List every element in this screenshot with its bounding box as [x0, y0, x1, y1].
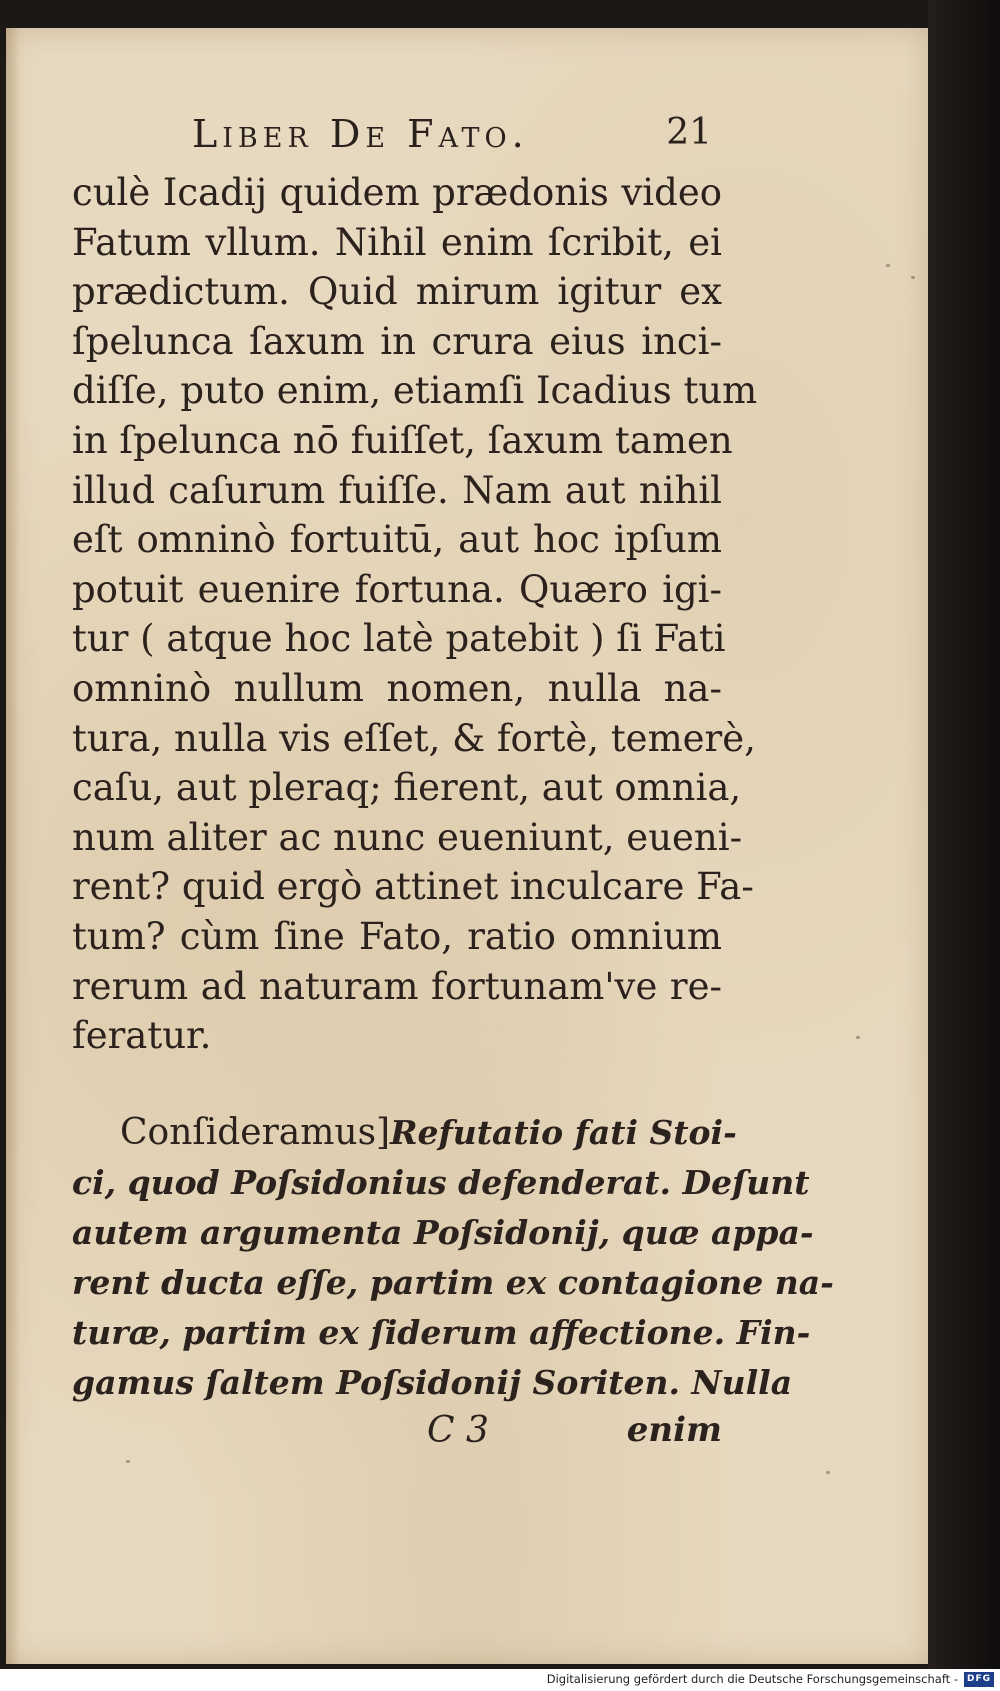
page-edge-shadow	[6, 28, 20, 1664]
text-line: diſſe, puto enim, etiamſi Icadius tum	[72, 369, 758, 413]
text-line: num aliter ac nunc eueniunt, eueni-	[72, 815, 743, 859]
text-line: Fatum vllum. Nihil enim ſcribit, ei	[72, 220, 722, 264]
text-line: tura, nulla vis eſſet, & fortè, temerè,	[72, 716, 756, 760]
commentary-line: turæ, partim ex ſiderum affectione. Fin-	[72, 1313, 811, 1352]
text-line: eſt omninò fortuitū, aut hoc ipſum	[72, 518, 722, 562]
running-title: Liber De Fato.	[192, 112, 529, 156]
text-line: illud caſurum fuiſſe. Nam aut nihil	[72, 468, 722, 512]
page-footer	[72, 1410, 722, 1460]
commentary-first-line	[72, 1108, 737, 1158]
commentary-italic-text: Refutatio fati Stoi-	[390, 1113, 737, 1152]
text-line: tur ( atque hoc latè patebit ) ſi Fati	[72, 617, 726, 661]
scan-background-right	[928, 0, 1000, 1669]
dfg-logo-icon: DFG	[964, 1672, 994, 1687]
text-line: rent? quid ergò attinet inculcare Fa-	[72, 865, 754, 909]
commentary-line: gamus ſaltem Poſsidonij Soriten. Nulla	[72, 1363, 793, 1402]
signature-mark: C 3	[427, 1410, 489, 1451]
text-line: ſpelunca ſaxum in crura eius inci-	[72, 319, 722, 363]
text-line: culè Icadij quidem prædonis video	[72, 171, 722, 214]
paper-speck	[886, 264, 890, 267]
text-line: feratur.	[72, 1014, 212, 1058]
paper-speck	[126, 1460, 130, 1463]
commentary-block	[72, 1108, 834, 1408]
funding-strip	[0, 1669, 1000, 1691]
paper-speck	[826, 1471, 830, 1474]
commentary-line: rent ducta eſſe, partim ex contagione na-	[72, 1263, 834, 1302]
page-number: 21	[666, 112, 712, 153]
text-line: in ſpelunca nō fuiſſet, ſaxum tamen	[72, 418, 733, 462]
commentary-line: autem argumenta Poſsidonij, quæ appa-	[72, 1213, 814, 1252]
text-line: rerum ad naturam fortunam've re-	[72, 964, 722, 1008]
funding-note: Digitalisierung gefördert durch die Deutsche Forschungsgemeinschaft -	[546, 1672, 958, 1686]
main-text-block	[72, 168, 758, 1061]
text-line: omninò nullum nomen, nulla na-	[72, 666, 722, 710]
commentary-line: ci, quod Poſsidonius defenderat. Deſunt	[72, 1163, 810, 1202]
text-line: potuit euenire fortuna. Quæro igi-	[72, 567, 722, 611]
text-line: tum? cùm ſine Fato, ratio omnium	[72, 914, 722, 958]
paper-speck	[856, 1036, 860, 1039]
paper-speck	[911, 276, 915, 279]
text-line: prædictum. Quid mirum igitur ex	[72, 270, 722, 314]
commentary-lemma: Conſideramus]	[120, 1112, 391, 1153]
text-line: caſu, aut pleraq; fierent, aut omnia,	[72, 766, 742, 810]
catchword: enim	[626, 1410, 722, 1450]
page-header	[192, 112, 712, 172]
